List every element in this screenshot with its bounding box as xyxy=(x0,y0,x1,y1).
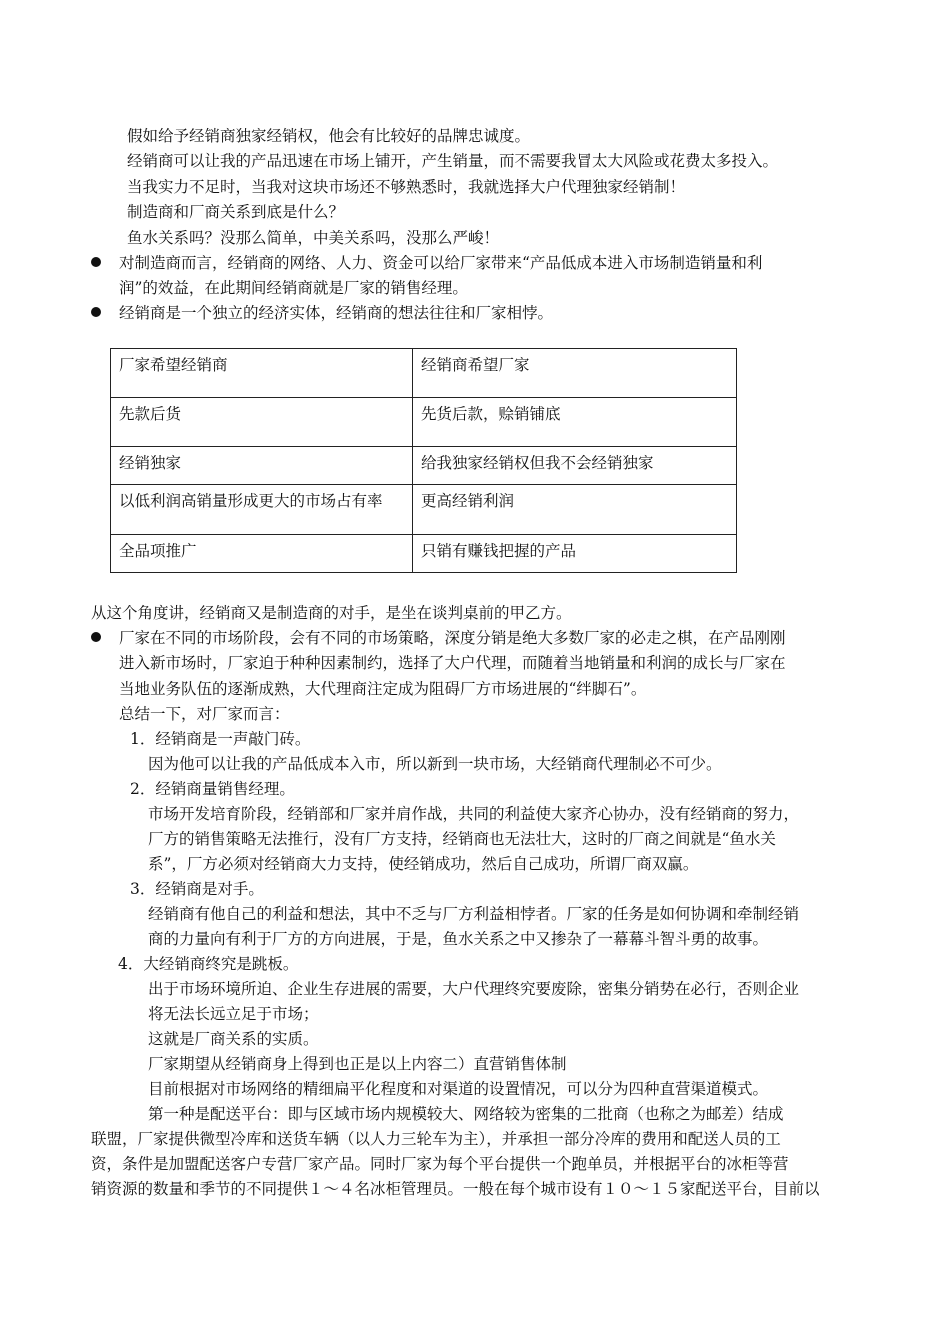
intro-line: 当我实力不足时，当我对这块市场还不够熟悉时，我就选择大户代理独家经销制！ xyxy=(127,178,686,196)
table-cell: 给我独家经销权但我不会经销独家 xyxy=(413,447,737,485)
table-cell: 经销商希望厂家 xyxy=(413,349,737,398)
list-item-text: 这就是厂商关系的实质。 xyxy=(148,1030,319,1048)
table-row xyxy=(111,349,737,398)
table-cell: 先款后货 xyxy=(111,398,413,447)
bullet-text: 进入新市场时，厂家迫于种种因素制约，选择了大户代理，而随着当地销量和利润的成长与厂家在 xyxy=(119,654,786,672)
list-item-heading: 1．经销商是一声敲门砖。 xyxy=(130,730,311,748)
table-cell: 只销有赚钱把握的产品 xyxy=(413,535,737,573)
intro-line: 鱼水关系吗？没那么简单，中美关系吗，没那么严峻！ xyxy=(127,229,500,247)
list-item-text: 经销商有他自己的利益和想法，其中不乏与厂方利益相悖者。厂家的任务是如何协调和牵制经销 xyxy=(148,905,800,923)
table-cell: 全品项推广 xyxy=(111,535,413,573)
bullet-text: 当地业务队伍的逐渐成熟，大代理商注定成为阻碍厂方市场进展的“绊脚石”。 xyxy=(119,680,647,698)
bullet-text: 润”的效益，在此期间经销商就是厂家的销售经理。 xyxy=(119,279,468,297)
table-cell: 经销独家 xyxy=(111,447,413,485)
bullet-text: 厂家在不同的市场阶段，会有不同的市场策略，深度分销是绝大多数厂家的必走之棋，在产品刚刚 xyxy=(119,629,786,647)
paragraph-line: 从这个角度讲，经销商又是制造商的对手，是坐在谈判桌前的甲乙方。 xyxy=(91,604,572,622)
table-cell: 以低利润高销量形成更大的市场占有率 xyxy=(111,485,413,535)
comparison-table xyxy=(110,348,737,573)
list-item-text: 商的力量向有利于厂方的方向进展，于是，鱼水关系之中又掺杂了一幕幕斗智斗勇的故事。 xyxy=(148,930,769,948)
paragraph-line: 联盟，厂家提供微型冷库和送货车辆（以人力三轮车为主），并承担一部分冷库的费用和配送人员的工 xyxy=(91,1130,781,1148)
table-row xyxy=(111,535,737,573)
table-cell: 厂家希望经销商 xyxy=(111,349,413,398)
intro-line: 制造商和厂商关系到底是什么？ xyxy=(127,203,345,221)
table-cell: 更高经销利润 xyxy=(413,485,737,535)
list-item-text: 厂方的销售策略无法推行，没有厂方支持，经销商也无法壮大，这时的厂商之间就是“鱼水关 xyxy=(148,830,776,848)
list-item-text: 目前根据对市场网络的精细扁平化程度和对渠道的设置情况，可以分为四种直营渠道模式。 xyxy=(148,1080,769,1098)
list-item-text: 厂家期望从经销商身上得到也正是以上内容二）直营销售体制 xyxy=(148,1055,567,1073)
table-row xyxy=(111,447,737,485)
list-item-heading: 4．大经销商终究是跳板。 xyxy=(118,955,299,973)
table-row xyxy=(111,485,737,535)
summary-line: 总结一下，对厂家而言： xyxy=(119,705,290,723)
table-cell: 先货后款，赊销铺底 xyxy=(413,398,737,447)
bullet-dot xyxy=(91,632,101,642)
bullet-text: 经销商是一个独立的经济实体，经销商的想法往往和厂家相悖。 xyxy=(119,304,554,322)
paragraph-line: 资，条件是加盟配送客户专营厂家产品。同时厂家为每个平台提供一个跑单员，并根据平台的冰柜等营 xyxy=(91,1155,789,1173)
bullet-dot xyxy=(91,307,101,317)
list-item-text: 系”，厂方必须对经销商大力支持，使经销成功，然后自己成功，所谓厂商双赢。 xyxy=(148,855,699,873)
list-item-text: 市场开发培育阶段，经销部和厂家并肩作战，共同的利益使大家齐心协办，没有经销商的努力， xyxy=(148,805,800,823)
intro-line: 经销商可以让我的产品迅速在市场上铺开，产生销量，而不需要我冒太大风险或花费太多投入。 xyxy=(127,152,779,170)
list-item-heading: 3．经销商是对手。 xyxy=(130,880,264,898)
list-item-heading: 2．经销商量销售经理。 xyxy=(130,780,295,798)
bullet-dot xyxy=(91,257,101,267)
paragraph-line: 销资源的数量和季节的不同提供１～４名冰柜管理员。一般在每个城市设有１０～１５家配送平台，目前以 xyxy=(91,1180,820,1198)
list-item-text: 出于市场环境所迫、企业生存进展的需要，大户代理终究要废除，密集分销势在必行，否则企业 xyxy=(148,980,800,998)
list-item-text: 因为他可以让我的产品低成本入市，所以新到一块市场，大经销商代理制必不可少。 xyxy=(148,755,722,773)
bullet-text: 对制造商而言，经销商的网络、人力、资金可以给厂家带来“产品低成本进入市场制造销量和利 xyxy=(119,254,763,272)
paragraph-line: 第一种是配送平台：即与区域市场内规模较大、网络较为密集的二批商（也称之为邮差）结成 xyxy=(148,1105,784,1123)
table-row xyxy=(111,398,737,447)
list-item-text: 将无法长远立足于市场； xyxy=(148,1005,319,1023)
intro-line: 假如给予经销商独家经销权，他会有比较好的品牌忠诚度。 xyxy=(127,127,531,145)
